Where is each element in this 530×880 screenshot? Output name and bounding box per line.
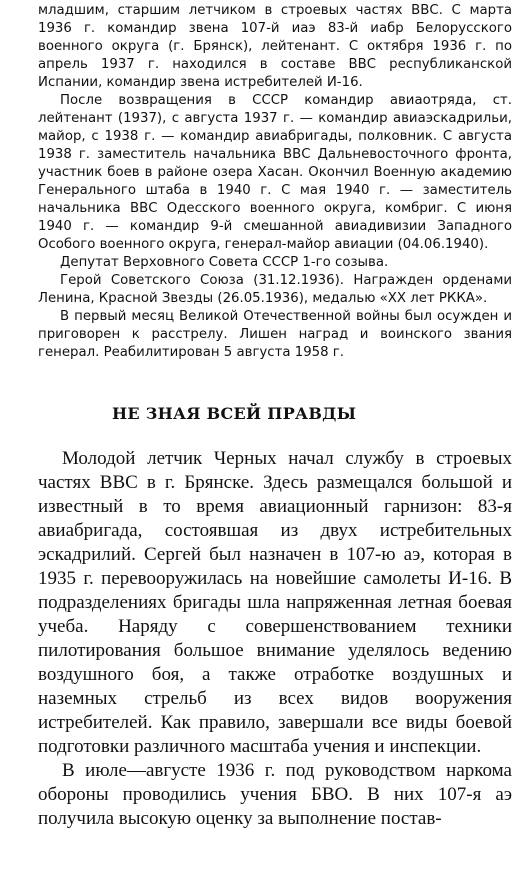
section-heading: НЕ ЗНАЯ ВСЕЙ ПРАВДЫ <box>112 404 357 423</box>
bio-paragraph: Депутат Верховного Совета СССР 1-го созыва. <box>60 255 389 270</box>
book-page <box>38 0 512 831</box>
body-paragraph: В июле—августе 1936 г. под руководством наркома обороны проводились учения БВО. В них 107-я аэ получила высокую оценку за выполнение постав- <box>38 760 512 829</box>
biography-block <box>38 2 512 362</box>
bio-paragraph: Герой Советского Союза (31.12.1936). Награжден орденами Ленина, Красной Звезды (26.05.1936), медалью «XX лет РККА». <box>38 273 512 306</box>
bio-paragraph: В первый месяц Великой Отечественной войны был осужден и приговорен к расстрелу. Лишен наград и воинского звания генерал. Реабилитирован 5 августа 1958 г. <box>38 309 512 360</box>
body-paragraph: Молодой летчик Черных начал службу в строевых частях ВВС в г. Брянске. Здесь размещался большой и известный в то время авиационный гарнизон: 83-я авиабригада, состоявшая из двух истребительных эскадрилий. Сергей был назначен в 107-ю аэ, которая в 1935 г. перевооружилась на новейшие самолеты И-16. В подразделениях бригады шла напряженная летная боевая учеба. Наряду с совершенствованием техники пилотирования большое внимание уделялось ведению воздушного боя, а также отработке воздушных и наземных стрельб из всех видов вооружения истребителей. Как правило, завершали все виды боевой подготовки различного масштаба учения и инспекции. <box>38 448 512 757</box>
bio-paragraph: После возвращения в СССР командир авиаотряда, ст. лейтенант (1937), с августа 1937 г. — командир авиаэскадрильи, майор, с 1938 г. — командир авиабригады, полковник. С августа 1938 г. заместитель начальника ВВС Дальневосточного фронта, участник боев в районе озера Хасан. Окончил Военную академию Генерального штаба в 1940 г. С мая 1940 г. — заместитель начальника ВВС Одесского военного округа, комбриг. С июня 1940 г. — командир 9-й смешанной авиадивизии Западного Особого военного округа, генерал-майор авиации (04.06.1940). <box>38 93 512 252</box>
bio-paragraph: младшим, старшим летчиком в строевых частях ВВС. С марта 1936 г. командир звена 107-й иаэ 83-й иабр Белорусского военного округа (г. Брянск), лейтенант. С октября 1936 г. по апрель 1937 г. находился в составе ВВС республиканской Испании, командир звена истребителей И-16. <box>38 3 512 90</box>
main-text-block <box>38 447 512 831</box>
